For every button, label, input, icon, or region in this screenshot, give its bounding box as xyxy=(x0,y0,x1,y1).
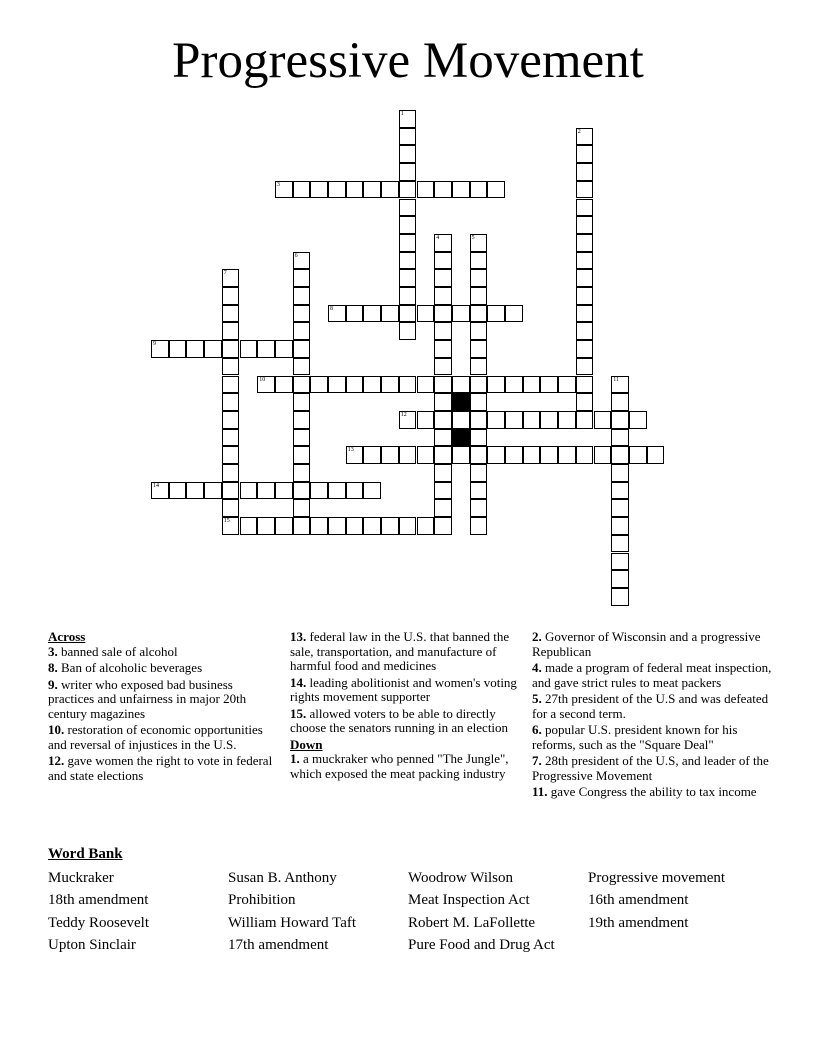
crossword-cell[interactable] xyxy=(558,376,576,394)
crossword-cell[interactable] xyxy=(328,305,346,323)
crossword-cell[interactable] xyxy=(257,482,275,500)
crossword-cell[interactable] xyxy=(417,517,435,535)
crossword-cell[interactable] xyxy=(346,376,364,394)
clues-column-1 xyxy=(48,630,280,785)
crossword-cell[interactable] xyxy=(611,446,629,464)
clue-across-10: 10. restoration of economic opportunities and reversal of injustices in the U.S. xyxy=(48,722,263,752)
crossword-cell[interactable] xyxy=(240,517,258,535)
crossword-cell[interactable] xyxy=(487,446,505,464)
crossword-cell[interactable] xyxy=(487,376,505,394)
crossword-cell[interactable] xyxy=(381,517,399,535)
crossword-cell[interactable] xyxy=(222,446,240,464)
clue-number: 7 xyxy=(223,270,227,277)
clue-number: 14 xyxy=(153,482,159,489)
crossword-cell[interactable] xyxy=(293,340,311,358)
crossword-cell[interactable] xyxy=(576,305,594,323)
crossword-cell[interactable] xyxy=(647,446,665,464)
crossword-cell[interactable] xyxy=(576,287,594,305)
crossword-cell[interactable] xyxy=(399,145,417,163)
clue-number: 8 xyxy=(330,305,333,312)
crossword-cell[interactable] xyxy=(222,411,240,429)
crossword-cell[interactable] xyxy=(417,376,435,394)
crossword-cell[interactable] xyxy=(222,393,240,411)
crossword-cell[interactable] xyxy=(399,181,417,199)
word-bank-item: 16th amendment xyxy=(588,892,689,908)
clue-number: 3 xyxy=(276,181,280,188)
crossword-cell[interactable] xyxy=(222,287,240,305)
crossword-cell[interactable] xyxy=(434,499,452,517)
crossword-cell[interactable] xyxy=(540,411,558,429)
word-bank-item: Meat Inspection Act xyxy=(408,892,530,908)
crossword-cell[interactable] xyxy=(381,376,399,394)
crossword-cell[interactable] xyxy=(470,376,488,394)
crossword-cell[interactable] xyxy=(611,376,629,394)
crossword-cell[interactable] xyxy=(399,517,417,535)
crossword-cell[interactable] xyxy=(470,517,488,535)
crossword-cell[interactable] xyxy=(399,216,417,234)
crossword-cell[interactable] xyxy=(470,429,488,447)
crossword-cell[interactable] xyxy=(540,376,558,394)
crossword-cell[interactable] xyxy=(222,358,240,376)
crossword-cell[interactable] xyxy=(310,181,328,199)
crossword-cell[interactable] xyxy=(417,305,435,323)
crossword-cell[interactable] xyxy=(257,340,275,358)
crossword-cell[interactable] xyxy=(470,252,488,270)
crossword-cell[interactable] xyxy=(222,482,240,500)
crossword-cell[interactable] xyxy=(576,145,594,163)
crossword-cell[interactable] xyxy=(523,376,541,394)
crossword-cell[interactable] xyxy=(293,287,311,305)
crossword-cell[interactable] xyxy=(399,199,417,217)
crossword-cell[interactable] xyxy=(293,499,311,517)
word-bank-item: Upton Sinclair xyxy=(48,937,136,953)
crossword-cell[interactable] xyxy=(558,411,576,429)
crossword-cell[interactable] xyxy=(487,181,505,199)
clue-across-9: 9. writer who exposed bad business practices and unfairness in major 20th century magazines xyxy=(48,676,247,721)
crossword-cell[interactable] xyxy=(381,181,399,199)
clue-down-5: 5. 27th president of the U.S and was defeated for a second term. xyxy=(532,691,769,721)
crossword-cell[interactable] xyxy=(293,411,311,429)
clue-across-12: 12. gave women the right to vote in federal and state elections xyxy=(48,753,273,783)
crossword-cell[interactable] xyxy=(310,517,328,535)
crossword-cell[interactable] xyxy=(417,446,435,464)
crossword-cell[interactable] xyxy=(169,340,187,358)
crossword-cell[interactable] xyxy=(434,517,452,535)
down-heading: Down xyxy=(290,736,323,752)
crossword-cell[interactable] xyxy=(222,464,240,482)
clue-across-3: 3. banned sale of alcohol xyxy=(48,643,178,659)
crossword-cell[interactable] xyxy=(523,446,541,464)
clue-number: 12 xyxy=(400,411,407,418)
crossword-cell[interactable] xyxy=(629,411,647,429)
crossword-cell[interactable] xyxy=(470,340,488,358)
crossword-cell[interactable] xyxy=(576,340,594,358)
crossword-cell[interactable] xyxy=(275,376,293,394)
clue-number: 1 xyxy=(400,111,404,117)
crossword-cell[interactable] xyxy=(523,411,541,429)
crossword-cell[interactable] xyxy=(576,252,594,270)
crossword-cell[interactable] xyxy=(381,446,399,464)
crossword-cell[interactable] xyxy=(434,464,452,482)
crossword-cell[interactable] xyxy=(505,411,523,429)
crossword-cell[interactable] xyxy=(328,376,346,394)
crossword-cell[interactable] xyxy=(611,393,629,411)
crossword-cell[interactable] xyxy=(363,376,381,394)
crossword-cell[interactable] xyxy=(417,411,435,429)
clue-across-15: 15. allowed voters to be able to directly choose the senators running in an election xyxy=(290,705,509,735)
crossword-cell[interactable] xyxy=(257,376,275,394)
crossword-cell[interactable] xyxy=(487,305,505,323)
crossword-cell[interactable] xyxy=(576,216,594,234)
crossword-blocked-cell xyxy=(452,393,470,411)
crossword-cell[interactable] xyxy=(293,181,311,199)
crossword-cell[interactable] xyxy=(505,376,523,394)
clue-down-11: 11. gave Congress the ability to tax income xyxy=(532,784,757,799)
crossword-cell[interactable] xyxy=(346,305,364,323)
crossword-cell[interactable] xyxy=(470,305,488,323)
crossword-cell[interactable] xyxy=(505,305,523,323)
crossword-cell[interactable] xyxy=(470,464,488,482)
crossword-cell[interactable] xyxy=(257,517,275,535)
word-bank-item: 19th amendment xyxy=(588,915,689,931)
crossword-cell[interactable] xyxy=(452,376,470,394)
crossword-cell[interactable] xyxy=(434,429,452,447)
crossword-cell[interactable] xyxy=(204,340,222,358)
clue-across-13: 13. federal law in the U.S. that banned the sale, transportation, and manufacture of harmful food and medicines xyxy=(290,629,510,673)
crossword-cell[interactable] xyxy=(275,181,293,199)
word-bank-item: Teddy Roosevelt xyxy=(48,915,150,931)
clue-number: 9 xyxy=(153,341,156,348)
crossword-cell[interactable] xyxy=(399,305,417,323)
crossword-cell[interactable] xyxy=(363,482,381,500)
crossword-cell[interactable] xyxy=(611,482,629,500)
crossword-cell[interactable] xyxy=(293,517,311,535)
crossword-cell[interactable] xyxy=(576,269,594,287)
crossword-cell[interactable] xyxy=(505,446,523,464)
crossword-cell[interactable] xyxy=(169,482,187,500)
crossword-cell[interactable] xyxy=(222,376,240,394)
crossword-cell[interactable] xyxy=(363,517,381,535)
crossword-cell[interactable] xyxy=(434,252,452,270)
crossword-cell[interactable] xyxy=(576,163,594,181)
crossword-cell[interactable] xyxy=(434,482,452,500)
clue-number: 2 xyxy=(577,128,581,135)
word-bank-item: Pure Food and Drug Act xyxy=(408,937,555,953)
word-bank-item: 17th amendment xyxy=(228,937,329,953)
crossword-cell[interactable] xyxy=(151,482,169,500)
crossword-cell[interactable] xyxy=(611,553,629,571)
crossword-cell[interactable] xyxy=(611,411,629,429)
crossword-cell[interactable] xyxy=(293,305,311,323)
clue-down-2: 2. Governor of Wisconsin and a progressive Republican xyxy=(532,629,761,659)
crossword-cell[interactable] xyxy=(293,252,311,270)
crossword-cell[interactable] xyxy=(328,482,346,500)
crossword-cell[interactable] xyxy=(363,305,381,323)
crossword-cell[interactable] xyxy=(576,128,594,146)
crossword-cell[interactable] xyxy=(434,269,452,287)
crossword-cell[interactable] xyxy=(293,322,311,340)
crossword-cell[interactable] xyxy=(594,411,612,429)
crossword-cell[interactable] xyxy=(399,234,417,252)
crossword-cell[interactable] xyxy=(470,482,488,500)
clue-number: 4 xyxy=(436,234,440,241)
clues-column-3 xyxy=(532,630,772,802)
crossword-cell[interactable] xyxy=(470,393,488,411)
crossword-cell[interactable] xyxy=(611,429,629,447)
word-bank-item: Prohibition xyxy=(228,892,296,908)
crossword-cell[interactable] xyxy=(275,482,293,500)
crossword-blocked-cell xyxy=(452,429,470,447)
crossword-cell[interactable] xyxy=(452,411,470,429)
crossword-cell[interactable] xyxy=(470,287,488,305)
word-bank-item: Progressive movement xyxy=(588,870,726,886)
crossword-cell[interactable] xyxy=(399,446,417,464)
clue-across-8: 8. Ban of alcoholic beverages xyxy=(48,660,203,675)
crossword-cell[interactable] xyxy=(222,429,240,447)
crossword-cell[interactable] xyxy=(487,411,505,429)
word-bank-item: 18th amendment xyxy=(48,892,149,908)
crossword-cell[interactable] xyxy=(293,358,311,376)
crossword-cell[interactable] xyxy=(434,340,452,358)
across-heading: Across xyxy=(48,629,86,644)
crossword-cell[interactable] xyxy=(275,340,293,358)
clue-number: 11 xyxy=(613,376,619,383)
crossword-cell[interactable] xyxy=(293,464,311,482)
crossword-cell[interactable] xyxy=(594,446,612,464)
word-bank-item: Woodrow Wilson xyxy=(408,870,513,886)
crossword-cell[interactable] xyxy=(540,446,558,464)
word-bank-item: Robert M. LaFollette xyxy=(408,915,536,931)
page-title: Progressive Movement xyxy=(172,33,644,89)
crossword-cell[interactable] xyxy=(293,446,311,464)
clue-down-1: 1. a muckraker who penned "The Jungle", which exposed the meat packing industry xyxy=(290,751,509,781)
crossword-cell[interactable] xyxy=(222,340,240,358)
crossword-cell[interactable] xyxy=(222,269,240,287)
crossword-cell[interactable] xyxy=(346,517,364,535)
crossword-cell[interactable] xyxy=(204,482,222,500)
crossword-cell[interactable] xyxy=(399,163,417,181)
crossword-cell[interactable] xyxy=(470,499,488,517)
crossword-cell[interactable] xyxy=(222,322,240,340)
clue-number: 15 xyxy=(223,518,230,525)
clue-number: 5 xyxy=(471,234,475,241)
crossword-cell[interactable] xyxy=(576,234,594,252)
crossword-cell[interactable] xyxy=(576,199,594,217)
clue-number: 10 xyxy=(259,376,266,383)
crossword-cell[interactable] xyxy=(328,517,346,535)
crossword-cell[interactable] xyxy=(470,181,488,199)
crossword-cell[interactable] xyxy=(470,269,488,287)
crossword-cell[interactable] xyxy=(434,287,452,305)
crossword-cell[interactable] xyxy=(434,322,452,340)
crossword-cell[interactable] xyxy=(576,358,594,376)
crossword-cell[interactable] xyxy=(434,376,452,394)
crossword-cell[interactable] xyxy=(399,287,417,305)
crossword-cell[interactable] xyxy=(434,411,452,429)
crossword-cell[interactable] xyxy=(293,429,311,447)
clue-down-4: 4. made a program of federal meat inspection, and gave strict rules to meat packers xyxy=(532,660,772,690)
crossword-cell[interactable] xyxy=(576,393,594,411)
crossword-cell[interactable] xyxy=(434,358,452,376)
crossword-cell[interactable] xyxy=(434,305,452,323)
crossword-cell[interactable] xyxy=(399,252,417,270)
crossword-cell[interactable] xyxy=(576,181,594,199)
crossword-cell[interactable] xyxy=(452,181,470,199)
crossword-cell[interactable] xyxy=(576,322,594,340)
clue-down-7: 7. 28th president of the U.S, and leader of the Progressive Movement xyxy=(532,753,769,783)
crossword-cell[interactable] xyxy=(611,570,629,588)
crossword-cell[interactable] xyxy=(611,588,629,606)
crossword-cell[interactable] xyxy=(399,269,417,287)
crossword-cell[interactable] xyxy=(346,482,364,500)
word-bank-item: William Howard Taft xyxy=(228,915,357,931)
crossword-cell[interactable] xyxy=(275,517,293,535)
crossword-cell[interactable] xyxy=(310,376,328,394)
crossword-cell[interactable] xyxy=(293,376,311,394)
word-bank-item: Muckraker xyxy=(48,870,114,886)
crossword-cell[interactable] xyxy=(381,305,399,323)
crossword-cell[interactable] xyxy=(470,411,488,429)
crossword-cell[interactable] xyxy=(310,482,328,500)
crossword-cell[interactable] xyxy=(222,517,240,535)
word-bank-item: Susan B. Anthony xyxy=(228,870,337,886)
crossword-cell[interactable] xyxy=(611,517,629,535)
crossword-cell[interactable] xyxy=(346,446,364,464)
crossword-cell[interactable] xyxy=(222,499,240,517)
crossword-cell[interactable] xyxy=(293,269,311,287)
crossword-cell[interactable] xyxy=(293,482,311,500)
crossword-cell[interactable] xyxy=(470,358,488,376)
crossword-cell[interactable] xyxy=(186,340,204,358)
crossword-cell[interactable] xyxy=(363,181,381,199)
crossword-cell[interactable] xyxy=(576,446,594,464)
crossword-cell[interactable] xyxy=(399,376,417,394)
crossword-cell[interactable] xyxy=(452,446,470,464)
crossword-cell[interactable] xyxy=(434,446,452,464)
crossword-cell[interactable] xyxy=(611,499,629,517)
crossword-cell[interactable] xyxy=(417,181,435,199)
crossword-cell[interactable] xyxy=(399,411,417,429)
crossword-cell[interactable] xyxy=(399,110,417,128)
crossword-cell[interactable] xyxy=(186,482,204,500)
clue-across-14: 14. leading abolitionist and women's voting rights movement supporter xyxy=(290,674,517,704)
crossword-cell[interactable] xyxy=(558,446,576,464)
word-bank-title: Word Bank xyxy=(48,846,123,862)
crossword-cell[interactable] xyxy=(629,446,647,464)
crossword-cell[interactable] xyxy=(363,446,381,464)
crossword-cell[interactable] xyxy=(222,305,240,323)
crossword-cell[interactable] xyxy=(151,340,169,358)
crossword-cell[interactable] xyxy=(434,181,452,199)
clue-number: 6 xyxy=(294,252,298,259)
clue-number: 13 xyxy=(347,447,354,454)
crossword-cell[interactable] xyxy=(452,305,470,323)
crossword-cell[interactable] xyxy=(470,446,488,464)
clues-column-2 xyxy=(290,630,522,783)
crossword-cell[interactable] xyxy=(611,464,629,482)
crossword-cell[interactable] xyxy=(293,393,311,411)
crossword-cell[interactable] xyxy=(576,411,594,429)
crossword-cell[interactable] xyxy=(434,393,452,411)
crossword-cell[interactable] xyxy=(611,535,629,553)
crossword-cell[interactable] xyxy=(328,181,346,199)
crossword-cell[interactable] xyxy=(399,322,417,340)
clue-down-6: 6. popular U.S. president known for his reforms, such as the "Square Deal" xyxy=(532,722,738,752)
crossword-cell[interactable] xyxy=(240,482,258,500)
crossword-cell[interactable] xyxy=(399,128,417,146)
crossword-cell[interactable] xyxy=(576,376,594,394)
crossword-cell[interactable] xyxy=(470,234,488,252)
crossword-cell[interactable] xyxy=(470,322,488,340)
crossword-cell[interactable] xyxy=(346,181,364,199)
crossword-cell[interactable] xyxy=(434,234,452,252)
crossword-cell[interactable] xyxy=(240,340,258,358)
